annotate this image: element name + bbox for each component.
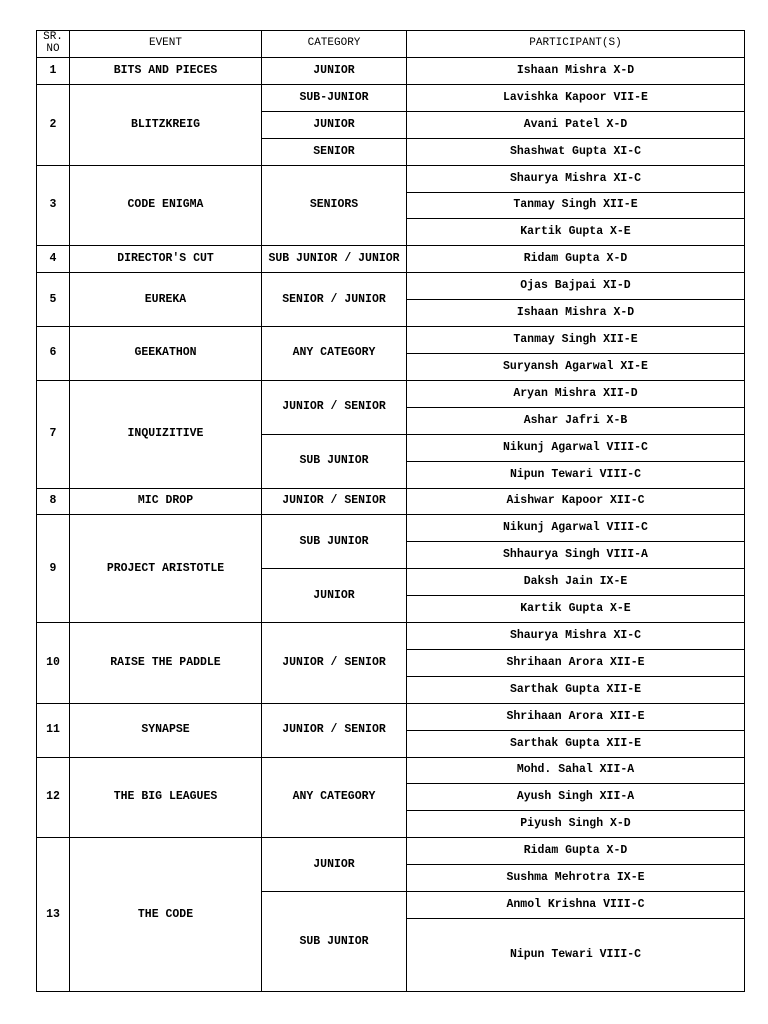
- participant-cell: Nipun Tewari VIII-C: [407, 919, 745, 992]
- table-row: [37, 838, 745, 865]
- event-name-cell: GEEKATHON: [70, 327, 262, 381]
- participant-cell: Lavishka Kapoor VII-E: [407, 84, 745, 111]
- category-cell: JUNIOR / SENIOR: [262, 623, 407, 704]
- participant-cell: Ridam Gupta X-D: [407, 838, 745, 865]
- category-cell: JUNIOR / SENIOR: [262, 703, 407, 757]
- category-cell: ANY CATEGORY: [262, 327, 407, 381]
- table-row: [37, 273, 745, 300]
- participant-cell: Piyush Singh X-D: [407, 811, 745, 838]
- participants-table: [36, 30, 745, 992]
- category-cell: JUNIOR: [262, 111, 407, 138]
- table-row: [37, 515, 745, 542]
- event-name-cell: DIRECTOR'S CUT: [70, 246, 262, 273]
- participant-cell: Nipun Tewari VIII-C: [407, 461, 745, 488]
- participant-cell: Sarthak Gupta XII-E: [407, 730, 745, 757]
- participant-cell: Shrihaan Arora XII-E: [407, 703, 745, 730]
- sr-no-cell: 6: [37, 327, 70, 381]
- table-row: [37, 84, 745, 111]
- sr-no-cell: 5: [37, 273, 70, 327]
- sr-no-cell: 13: [37, 838, 70, 992]
- category-cell: JUNIOR / SENIOR: [262, 488, 407, 515]
- participant-cell: Tanmay Singh XII-E: [407, 192, 745, 219]
- event-name-cell: PROJECT ARISTOTLE: [70, 515, 262, 623]
- event-name-cell: EUREKA: [70, 273, 262, 327]
- sr-no-cell: 1: [37, 58, 70, 85]
- category-cell: JUNIOR: [262, 569, 407, 623]
- participant-cell: Anmol Krishna VIII-C: [407, 892, 745, 919]
- participant-cell: Ishaan Mishra X-D: [407, 300, 745, 327]
- category-cell: JUNIOR / SENIOR: [262, 380, 407, 434]
- table-row: [37, 246, 745, 273]
- category-cell: ANY CATEGORY: [262, 757, 407, 838]
- sr-no-cell: 3: [37, 165, 70, 246]
- participant-cell: Ishaan Mishra X-D: [407, 58, 745, 85]
- header-participants: PARTICIPANT(S): [407, 31, 745, 58]
- event-name-cell: THE BIG LEAGUES: [70, 757, 262, 838]
- participant-cell: Shrihaan Arora XII-E: [407, 649, 745, 676]
- participant-cell: Nikunj Agarwal VIII-C: [407, 434, 745, 461]
- participant-cell: Ayush Singh XII-A: [407, 784, 745, 811]
- category-cell: SENIORS: [262, 165, 407, 246]
- sr-no-cell: 9: [37, 515, 70, 623]
- event-name-cell: CODE ENIGMA: [70, 165, 262, 246]
- category-cell: SUB-JUNIOR: [262, 84, 407, 111]
- table-row: [37, 623, 745, 650]
- table-row: [37, 327, 745, 354]
- sr-no-cell: 7: [37, 380, 70, 488]
- category-cell: JUNIOR: [262, 838, 407, 892]
- event-name-cell: SYNAPSE: [70, 703, 262, 757]
- category-cell: SENIOR: [262, 138, 407, 165]
- header-event: EVENT: [70, 31, 262, 58]
- participant-cell: Shhaurya Singh VIII-A: [407, 542, 745, 569]
- category-cell: SUB JUNIOR: [262, 434, 407, 488]
- sr-no-cell: 8: [37, 488, 70, 515]
- category-cell: SUB JUNIOR: [262, 892, 407, 992]
- table-row: [37, 488, 745, 515]
- category-cell: JUNIOR: [262, 58, 407, 85]
- header-row: [37, 31, 745, 58]
- event-name-cell: THE CODE: [70, 838, 262, 992]
- table-row: [37, 757, 745, 784]
- sr-no-cell: 10: [37, 623, 70, 704]
- participant-cell: Shaurya Mishra XI-C: [407, 165, 745, 192]
- header-category: CATEGORY: [262, 31, 407, 58]
- participant-cell: Sushma Mehrotra IX-E: [407, 865, 745, 892]
- participant-cell: Kartik Gupta X-E: [407, 219, 745, 246]
- participant-cell: Ojas Bajpai XI-D: [407, 273, 745, 300]
- table-row: [37, 58, 745, 85]
- participant-cell: Shaurya Mishra XI-C: [407, 623, 745, 650]
- header-sr-no: SR. NO: [37, 31, 70, 58]
- participant-cell: Nikunj Agarwal VIII-C: [407, 515, 745, 542]
- event-name-cell: INQUIZITIVE: [70, 380, 262, 488]
- participant-cell: Ashar Jafri X-B: [407, 407, 745, 434]
- category-cell: SENIOR / JUNIOR: [262, 273, 407, 327]
- event-name-cell: RAISE THE PADDLE: [70, 623, 262, 704]
- participant-cell: Daksh Jain IX-E: [407, 569, 745, 596]
- participant-cell: Shashwat Gupta XI-C: [407, 138, 745, 165]
- category-cell: SUB JUNIOR / JUNIOR: [262, 246, 407, 273]
- participant-cell: Aryan Mishra XII-D: [407, 380, 745, 407]
- participant-cell: Kartik Gupta X-E: [407, 596, 745, 623]
- event-name-cell: BLITZKREIG: [70, 84, 262, 165]
- table-row: [37, 380, 745, 407]
- sr-no-cell: 12: [37, 757, 70, 838]
- sr-no-cell: 4: [37, 246, 70, 273]
- participant-cell: Tanmay Singh XII-E: [407, 327, 745, 354]
- table-row: [37, 165, 745, 192]
- participant-cell: Mohd. Sahal XII-A: [407, 757, 745, 784]
- event-name-cell: MIC DROP: [70, 488, 262, 515]
- participant-cell: Ridam Gupta X-D: [407, 246, 745, 273]
- participant-cell: Avani Patel X-D: [407, 111, 745, 138]
- participant-cell: Sarthak Gupta XII-E: [407, 676, 745, 703]
- participant-cell: Suryansh Agarwal XI-E: [407, 353, 745, 380]
- table-row: [37, 703, 745, 730]
- participant-cell: Aishwar Kapoor XII-C: [407, 488, 745, 515]
- category-cell: SUB JUNIOR: [262, 515, 407, 569]
- event-name-cell: BITS AND PIECES: [70, 58, 262, 85]
- sr-no-cell: 2: [37, 84, 70, 165]
- sr-no-cell: 11: [37, 703, 70, 757]
